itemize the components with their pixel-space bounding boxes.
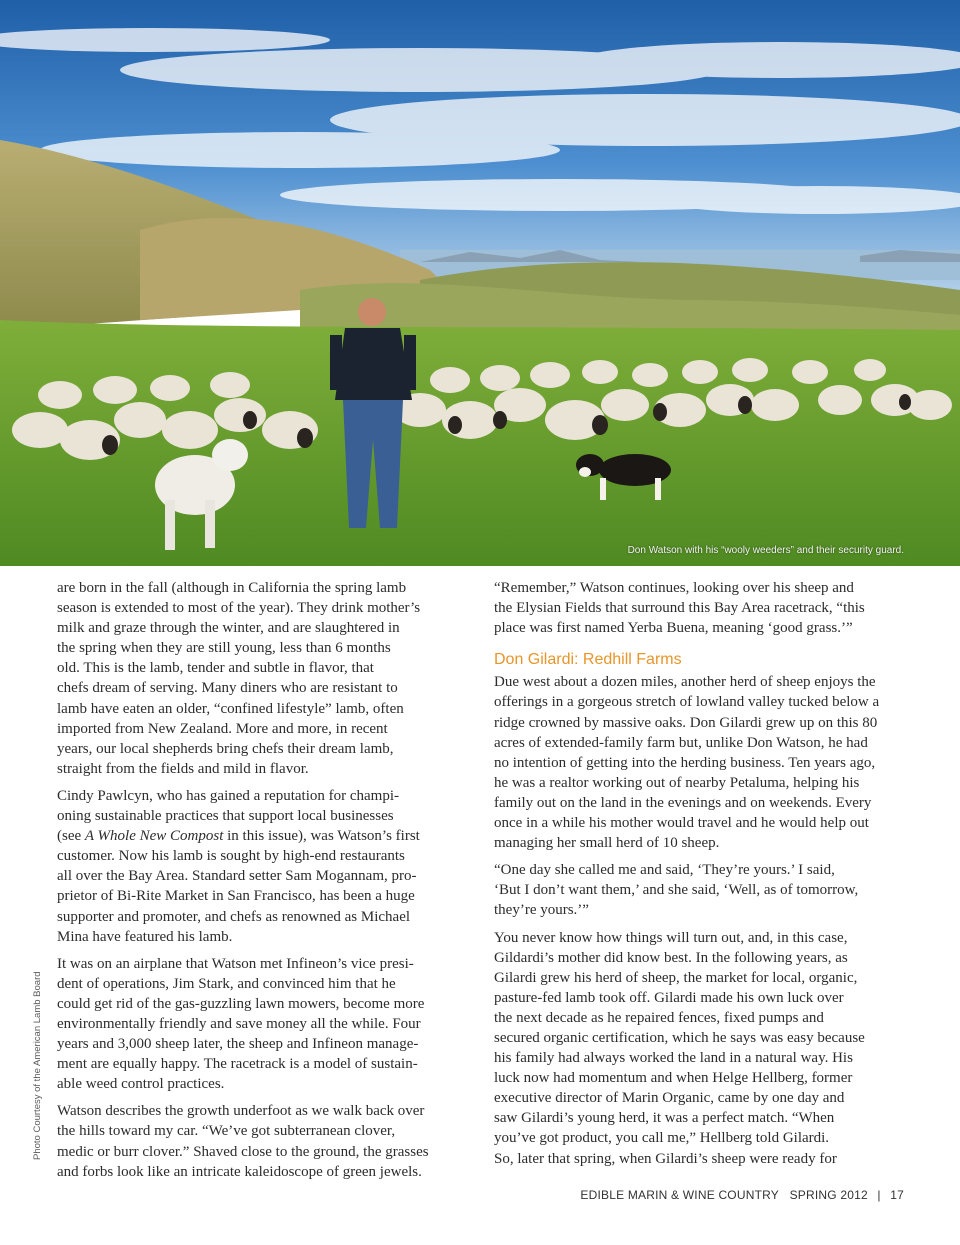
text-line: (see A Whole New Compost in this issue), was Watson’s first (57, 828, 420, 845)
page-footer (580, 1188, 904, 1202)
text-line: lamb have eaten an older, “confined lifestyle” lamb, often (57, 700, 404, 717)
text-line: managing her small herd of 10 sheep. (494, 835, 720, 852)
text-line: the hills toward my car. “We’ve got subterranean clover, (57, 1123, 396, 1140)
text-line: Mina have featured his lamb. (57, 928, 233, 945)
paragraph (494, 578, 906, 638)
publication-name: EDIBLE MARIN & WINE COUNTRY (580, 1188, 779, 1202)
text-line: “Remember,” Watson continues, looking over his sheep and (494, 580, 854, 596)
text-line: his family had always worked the land in a natural way. His (494, 1050, 853, 1067)
text-line: season is extended to most of the year). They drink mother’s (57, 600, 421, 617)
text-line: and forbs look like an intricate kaleidoscope of green jewels. (57, 1163, 422, 1180)
text-line: luck now had momentum and when Helge Hellberg, former (494, 1070, 853, 1087)
text-line: milk and graze through the winter, and are slaughtered in (57, 620, 400, 637)
text-line: the next decade as he repaired fences, fixed pumps and (494, 1009, 824, 1026)
paragraph (494, 928, 906, 1169)
paragraph (57, 786, 469, 947)
text-line: “One day she called me and said, ‘They’re yours.’ I said, (494, 862, 835, 879)
text-line: It was on an airplane that Watson met Infineon’s vice presi- (57, 955, 414, 972)
text-line: family out on the land in the evenings and on weekends. Every (494, 794, 872, 811)
text-line: acres of extended-family farm but, unlike Don Watson, he had (494, 734, 868, 751)
text-line: you’ve got product, you call me,” Hellberg told Gilardi. (494, 1130, 830, 1147)
text-line: they’re yours.’” (494, 902, 589, 919)
text-line: imported from New Zealand. More and more, in recent (57, 720, 388, 737)
right-column (494, 578, 906, 1176)
text-line: environmentally friendly and save money all the while. Four (57, 1015, 421, 1032)
text-line: straight from the fields and mild in flavor. (57, 760, 309, 777)
text-line: able weed control practices. (57, 1076, 225, 1093)
left-column (57, 578, 469, 1189)
text-line: supporter and promoter, and chefs as renowned as Michael (57, 908, 411, 925)
text-line: Watson describes the growth underfoot as we walk back over (57, 1103, 425, 1120)
text-line: years, our local shepherds bring chefs their dream lamb, (57, 740, 394, 757)
text-line: So, later that spring, when Gilardi’s sheep were ready for (494, 1150, 837, 1167)
text-line: pasture-fed lamb took off. Gilardi made his own luck over (494, 989, 844, 1006)
text-line: place was first named Yerba Buena, meaning ‘good grass.’” (494, 620, 853, 637)
footer-separator: | (877, 1188, 881, 1202)
text-line: the spring when they are still young, less than 6 months (57, 640, 391, 657)
paragraph (57, 578, 469, 779)
photo-credit: Photo Courtesy of the American Lamb Board (32, 971, 43, 1160)
text-line: secured organic certification, which he says was easy because (494, 1029, 865, 1046)
text-line: Gildardi’s mother did know best. In the following years, as (494, 949, 848, 966)
text-line: dent of operations, Jim Stark, and convinced him that he (57, 975, 396, 992)
paragraph (57, 954, 469, 1095)
hero-photo (0, 0, 960, 566)
text-line: executive director of Marin Organic, came by one day and (494, 1090, 845, 1107)
text-line: the Elysian Fields that surround this Bay Area racetrack, “this (494, 600, 865, 617)
text-line: years and 3,000 sheep later, the sheep and Infineon manage- (57, 1036, 419, 1053)
text-line: You never know how things will turn out, and, in this case, (494, 929, 848, 946)
text-line: ridge crowned by massive oaks. Don Gilardi grew up on this 80 (494, 714, 878, 731)
text-line: offerings in a gorgeous stretch of lowland valley tucked below a (494, 694, 880, 711)
section-subhead: Don Gilardi: Redhill Farms (494, 651, 682, 669)
text-line: once in a while his mother would travel and he would help out (494, 815, 869, 832)
text-line: chefs dream of serving. Many diners who are resistant to (57, 680, 398, 697)
text-line: no intention of getting into the herding business. Ten years ago, (494, 754, 876, 771)
text-line: old. This is the lamb, tender and subtle in flavor, that (57, 660, 374, 677)
text-line: are born in the fall (although in California the spring lamb (57, 580, 407, 596)
pasture-sheep-illustration (0, 0, 960, 566)
text-line: prietor of Bi-Rite Market in San Francisco, has been a huge (57, 888, 415, 905)
article-reference: A Whole New Compost (84, 828, 224, 845)
page-number: 17 (890, 1188, 904, 1202)
text-line: he was a realtor working out of nearby Petaluma, helping his (494, 774, 860, 791)
text-line: oning sustainable practices that support local businesses (57, 808, 394, 825)
text-line: ment are equally happy. The racetrack is a model of sustain- (57, 1056, 418, 1073)
text-line: all over the Bay Area. Standard setter Sam Mogannam, pro- (57, 868, 417, 885)
paragraph (494, 672, 906, 853)
text-line: medic or burr clover.” Shaved close to the ground, the grasses (57, 1143, 429, 1160)
paragraph (494, 860, 906, 920)
photo-caption: Don Watson with his “wooly weeders” and their security guard. (627, 545, 904, 556)
text-line: Due west about a dozen miles, another herd of sheep enjoys the (494, 674, 876, 691)
text-line: saw Gilardi’s young herd, it was a perfect match. “When (494, 1110, 835, 1127)
text-line: could get rid of the gas-guzzling lawn mowers, become more (57, 995, 425, 1012)
paragraph (57, 1101, 469, 1181)
text-line: Cindy Pawlcyn, who has gained a reputation for champi- (57, 787, 399, 804)
text-line: Gilardi grew his herd of sheep, the market for local, organic, (494, 969, 858, 986)
issue-date: SPRING 2012 (789, 1188, 868, 1202)
text-line: ‘But I don’t want them,’ and she said, ‘Well, as of tomorrow, (494, 882, 859, 899)
text-line: customer. Now his lamb is sought by high-end restaurants (57, 848, 405, 865)
